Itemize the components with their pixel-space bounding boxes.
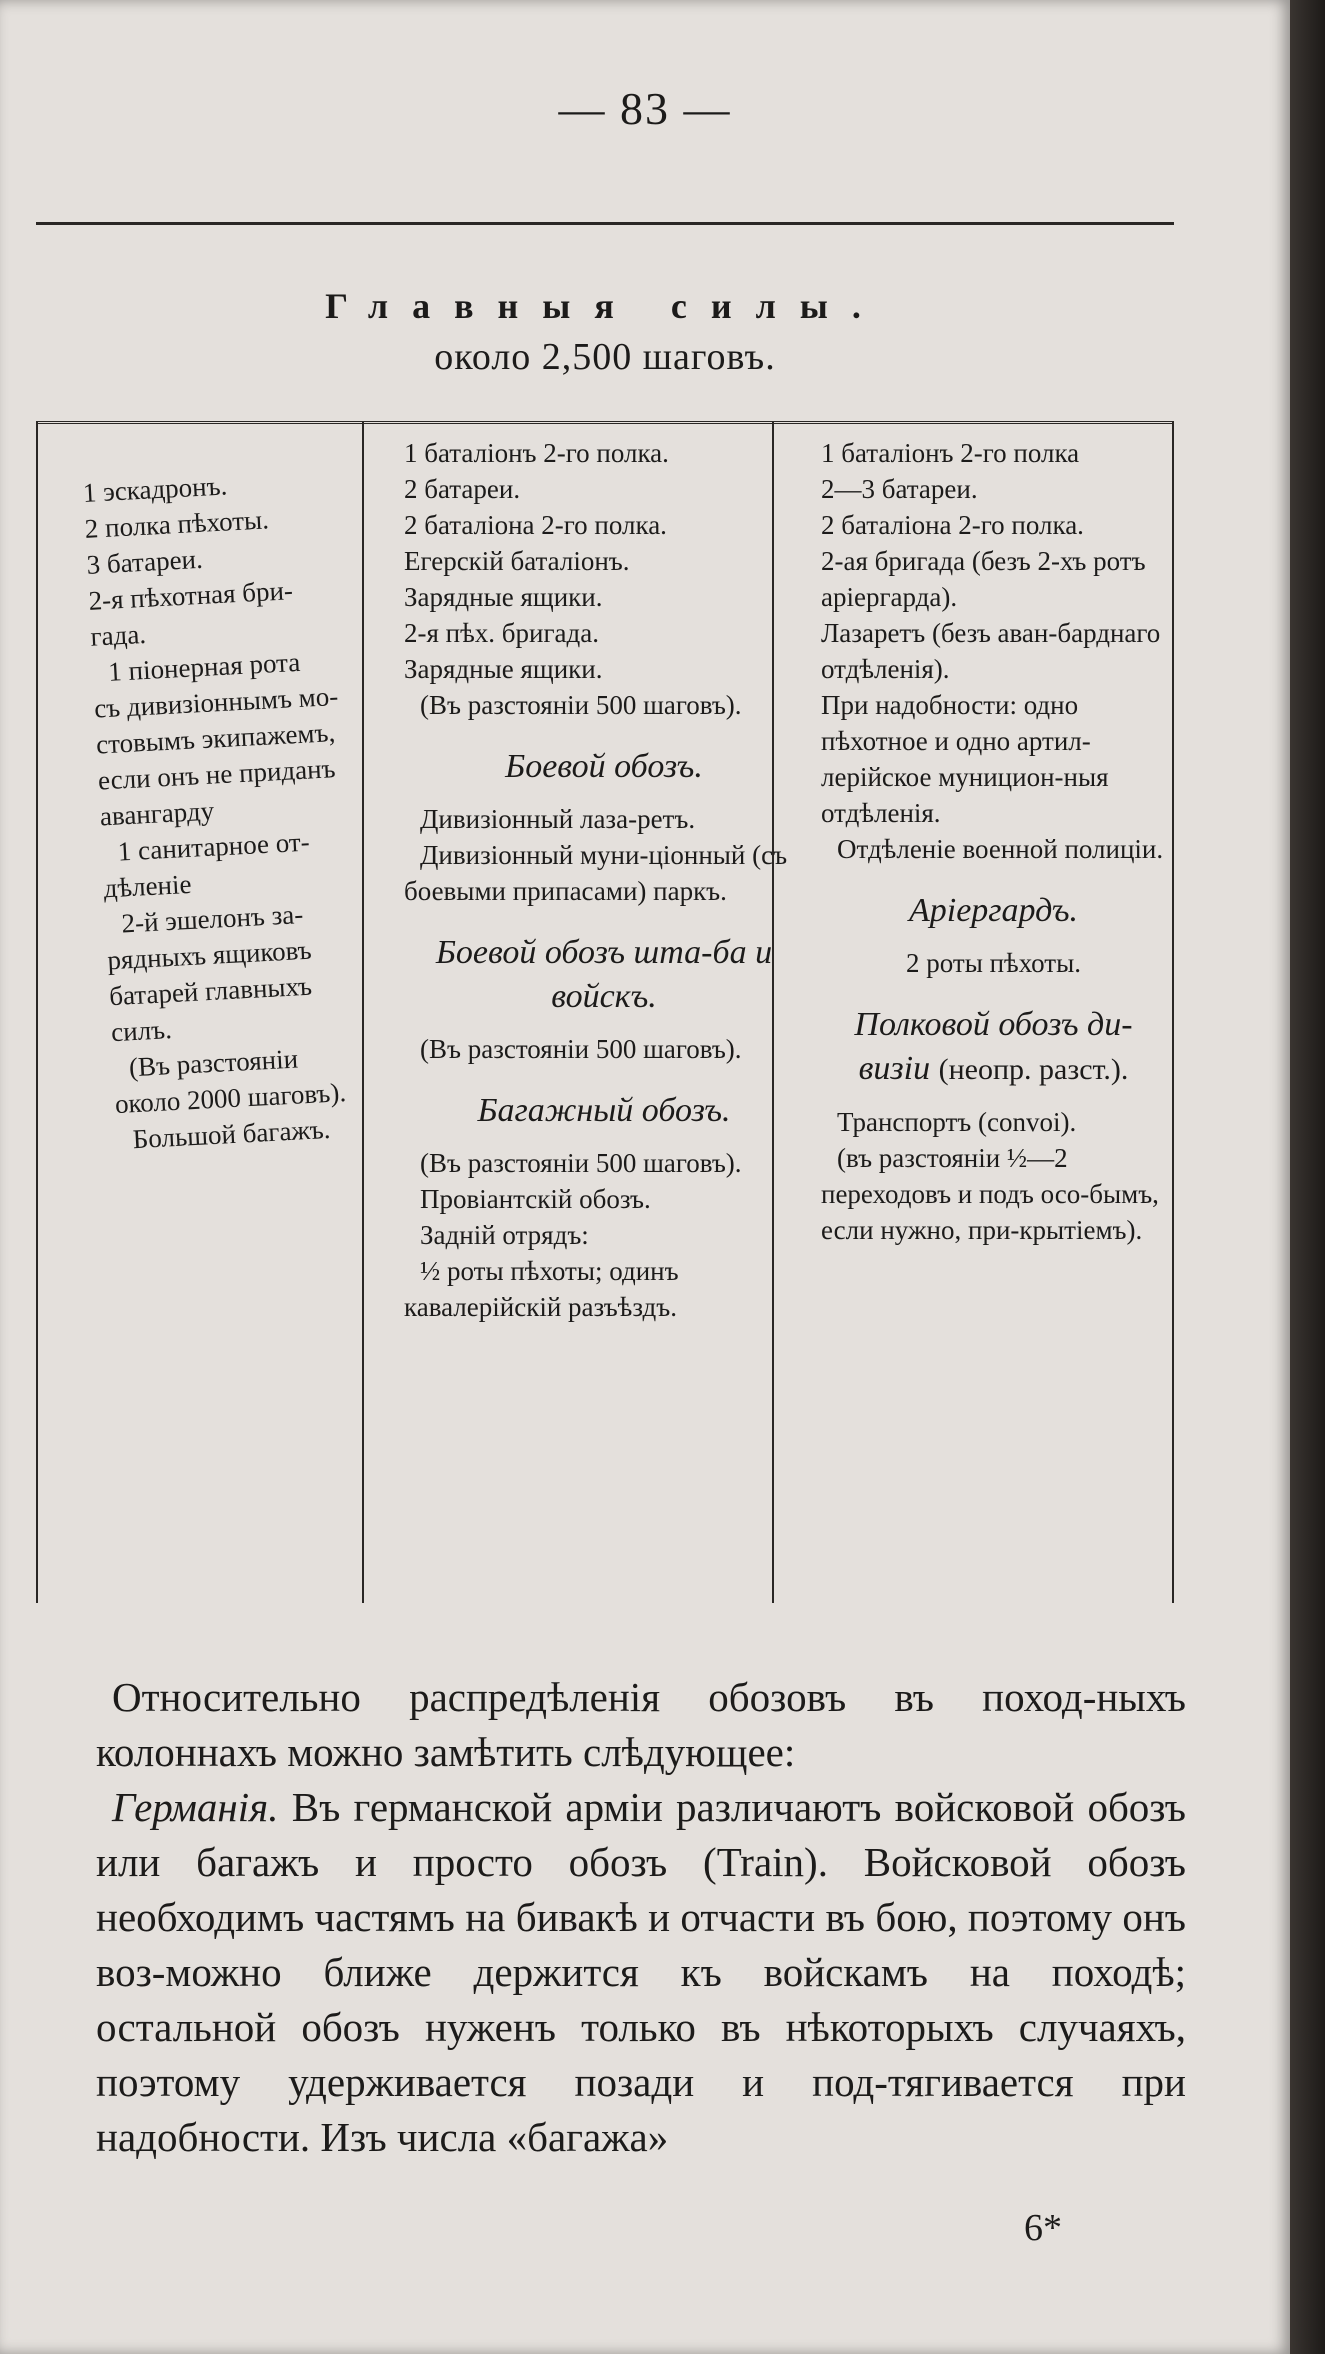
section-heading xyxy=(821,1003,1166,1092)
list-item: 1 баталіонъ 2-го полка. xyxy=(404,438,669,468)
list-item: (въ разстояніи ½—2 переходовъ и подъ осо-бымъ, если нужно, при-крытіемъ). xyxy=(821,1143,1159,1245)
list-item: Егерскій баталіонъ. xyxy=(404,546,630,576)
march-column-table xyxy=(36,222,1174,1603)
body-paragraph: Относительно распредѣленія обозовъ въ поход-ныхъ колоннахъ можно замѣтить слѣдующее: xyxy=(96,1674,1186,1775)
list-item: 1 санитарное от- xyxy=(116,826,311,867)
list-item: авангарду xyxy=(99,795,215,832)
list-item: дѣленіе xyxy=(102,868,193,904)
table-title: Главныя силы. xyxy=(325,286,885,326)
section-heading: Боевой обозъ. xyxy=(505,748,703,785)
list-item: Транспортъ (convoi). xyxy=(837,1107,1077,1137)
list-item: 2-ая бригада (безъ 2-хъ ротъ аріергарда). xyxy=(821,546,1146,612)
list-item: 2 полка пѣхоты. xyxy=(84,504,270,544)
list-item: ½ роты пѣхоты; одинъ кавалерійскій разъѣздъ. xyxy=(404,1256,679,1322)
list-item: съ дивизіоннымъ мо- xyxy=(93,680,339,724)
list-item: стовымъ экипажемъ, xyxy=(95,717,336,760)
list-item: 2-я пѣхотная бри- xyxy=(87,575,294,616)
list-item: 2-я пѣх. бригада. xyxy=(404,618,599,648)
list-item: (Въ разстояніи 500 шаговъ). xyxy=(420,1148,742,1178)
list-item: 2 баталіона 2-го полка. xyxy=(404,510,667,540)
signature-mark: 6* xyxy=(1024,2207,1062,2249)
list-item: Провіантскій обозъ. xyxy=(420,1184,651,1214)
table-subtitle: около 2,500 шаговъ. xyxy=(434,336,776,378)
list-item: Зарядные ящики. xyxy=(404,654,603,684)
list-item: 3 батареи. xyxy=(85,543,204,580)
column-main-forces-1 xyxy=(82,459,441,1601)
list-item: 2 баталіона 2-го полка. xyxy=(821,510,1084,540)
list-item: батарей главныхъ xyxy=(108,970,313,1012)
list-item: 2—3 батареи. xyxy=(821,474,978,504)
list-item: 2 батареи. xyxy=(404,474,521,504)
list-item: рядныхъ ящиковъ xyxy=(106,934,313,976)
column-main-forces-3 xyxy=(821,435,1166,1603)
paragraph-text: Въ германской арміи различаютъ войсковой обозъ или багажъ и просто обозъ (Train). Войсковой обозъ необходимъ частямъ на бивакѣ и отчасти въ бою, поэтому онъ воз-можно ближе держится къ войскамъ на походѣ; остальной обозъ нуженъ только въ нѣкоторыхъ случаяхъ, поэтому удерживается позади и под-тягивается при надобности. Изъ числа «багажа» xyxy=(96,1784,1186,2160)
list-item: (Въ разстояніи 500 шаговъ). xyxy=(420,690,742,720)
list-item: Задній отрядъ: xyxy=(420,1220,589,1250)
list-item: Дивизіонный лаза-ретъ. xyxy=(420,804,696,834)
list-item: Зарядные ящики. xyxy=(404,582,603,612)
list-item: силъ. xyxy=(110,1014,173,1048)
section-heading: Боевой обозъ шта-ба и войскъ. xyxy=(435,934,773,1015)
section-heading: Аріергардъ. xyxy=(908,892,1079,929)
list-item: Отдѣленіе военной полиціи. xyxy=(837,834,1164,864)
list-item: около 2000 шаговъ). xyxy=(114,1077,347,1120)
list-item: (Въ разстояніи 500 шаговъ). xyxy=(420,1034,742,1064)
page-number: — 83 — xyxy=(558,83,732,134)
column-divider xyxy=(1172,421,1174,1603)
column-main-forces-2 xyxy=(404,435,804,1603)
table-header xyxy=(36,225,1174,424)
list-item: 1 баталіонъ 2-го полка xyxy=(821,438,1080,468)
list-item: При надобности: одно пѣхотное и одно артил-лерійское мунициoн-ныя отдѣленія. xyxy=(821,690,1109,828)
list-item: Дивизіонный муни-ціонный (съ боевыми припасами) паркъ. xyxy=(404,840,788,906)
list-item: 2-й эшелонъ за- xyxy=(120,899,304,939)
list-item: если онъ не приданъ xyxy=(97,753,337,796)
column-divider xyxy=(36,421,38,1603)
section-heading: Багажный обозъ. xyxy=(477,1092,731,1129)
book-edge xyxy=(1290,0,1325,2354)
list-item: 1 піонерная рота xyxy=(107,646,301,687)
list-item: 1 эскадронъ. xyxy=(82,470,228,508)
list-item: 2 роты пѣхоты. xyxy=(906,948,1081,978)
list-item: гада. xyxy=(89,618,147,652)
section-heading-italic: Полковой обозъ ди-визіи xyxy=(854,1006,1133,1087)
body-paragraph xyxy=(96,1780,1186,2165)
list-item: (Въ разстояніи xyxy=(128,1043,299,1083)
list-item: Большой багажъ. xyxy=(132,1113,332,1155)
section-heading-suffix: (неопр. разст.). xyxy=(938,1053,1129,1086)
body-text xyxy=(96,1670,1186,2165)
list-item: Лазаретъ (безъ аван-барднаго отдѣленія). xyxy=(821,618,1161,684)
country-name: Германія. xyxy=(112,1784,279,1830)
